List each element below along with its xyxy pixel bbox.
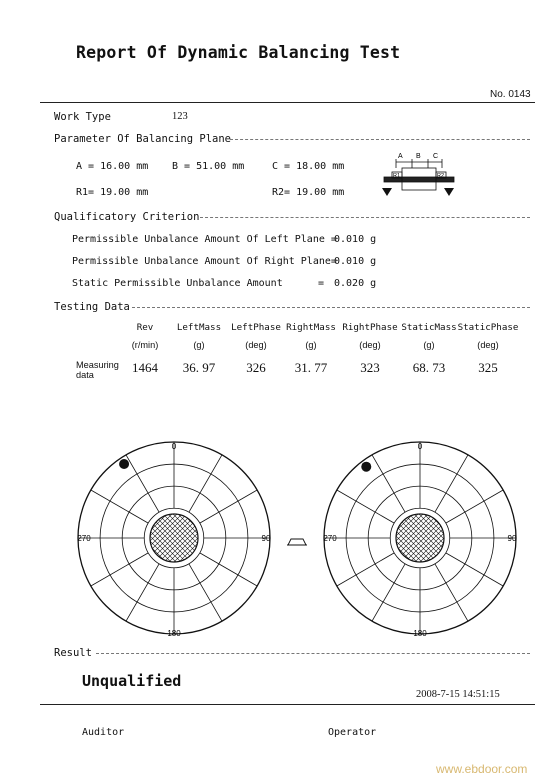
polar-right-tick-180: 180 xyxy=(413,629,427,638)
polar-left-tick-270: 270 xyxy=(77,534,91,543)
param-r2: R2= 19.00 mm xyxy=(272,187,345,198)
polar-right-tick-0: 0 xyxy=(417,442,423,451)
col-value-right-phase: 323 xyxy=(360,360,380,375)
polar-left-spoke xyxy=(126,564,159,621)
col-value-right-mass: 31. 77 xyxy=(294,360,328,375)
col-unit-right-phase: (deg) xyxy=(359,340,381,350)
header-divider xyxy=(40,102,535,103)
diagram-label-r2: R2 xyxy=(437,173,445,179)
polar-right-spoke xyxy=(435,455,468,512)
col-header-right-phase: RightPhase xyxy=(342,322,398,333)
polar-right-spoke xyxy=(337,553,394,586)
polar-right-spoke xyxy=(446,553,503,586)
right-plane-polar-plot xyxy=(316,436,526,642)
col-unit-static-phase: (deg) xyxy=(477,340,499,350)
criterion-static-value: 0.020 g xyxy=(334,278,377,289)
col-value-rev: 1464 xyxy=(132,360,158,375)
testing-heading-rule xyxy=(132,307,530,308)
testing-heading: Testing Data xyxy=(54,301,130,313)
polar-right-spoke xyxy=(446,490,503,523)
parameter-heading-rule xyxy=(230,139,530,140)
criterion-right-value: 0.010 g xyxy=(334,256,377,267)
polar-left-spoke xyxy=(200,553,257,586)
param-r1: R1= 19.00 mm xyxy=(76,187,149,198)
operator-label: Operator xyxy=(328,727,377,738)
left-plane-polar-plot xyxy=(70,436,280,642)
polar-left-spoke xyxy=(91,553,148,586)
polar-right-unbalance-marker xyxy=(361,462,371,472)
polar-right-tick-90: 90 xyxy=(507,534,517,543)
col-header-right-mass: RightMass xyxy=(286,322,336,333)
col-unit-static-mass: (g) xyxy=(423,340,435,350)
criterion-static-label: Static Permissible Unbalance Amount xyxy=(72,278,283,289)
rotor-support-diagram xyxy=(378,150,460,198)
polar-left-tick-90: 90 xyxy=(261,534,271,543)
footer-divider xyxy=(40,704,535,705)
param-b: B = 51.00 mm xyxy=(172,161,245,172)
work-type-label: Work Type xyxy=(54,111,111,123)
result-value: Unqualified xyxy=(82,672,182,690)
auditor-label: Auditor xyxy=(82,727,125,738)
polar-left-unbalance-marker xyxy=(119,459,129,469)
polar-right-spoke xyxy=(372,564,405,621)
document-number: No. 0143 xyxy=(490,89,531,100)
polar-right-tolerance-zone xyxy=(396,514,444,562)
result-heading: Result xyxy=(54,647,92,659)
polar-left-tick-180: 180 xyxy=(167,629,181,638)
col-header-rev: Rev xyxy=(136,322,154,333)
polar-right-spoke xyxy=(337,490,394,523)
col-header-static-phase: StaticPhase xyxy=(457,322,519,333)
col-value-left-mass: 36. 97 xyxy=(182,360,216,375)
param-a: A = 16.00 mm xyxy=(76,161,149,172)
polar-right-tick-270: 270 xyxy=(323,534,337,543)
criterion-heading-rule xyxy=(200,217,530,218)
result-heading-rule xyxy=(96,653,530,654)
work-type-value: 123 xyxy=(172,111,188,122)
criterion-left-value: 0.010 g xyxy=(334,234,377,245)
col-unit-right-mass: (g) xyxy=(305,340,317,350)
col-value-static-mass: 68. 73 xyxy=(412,360,446,375)
rotor-icon xyxy=(287,537,307,547)
polar-left-spoke xyxy=(189,564,222,621)
criterion-static-eq: = xyxy=(318,278,325,289)
watermark-text: www.ebdoor.com xyxy=(436,762,528,776)
polar-left-tolerance-zone xyxy=(150,514,198,562)
polar-left-spoke xyxy=(91,490,148,523)
criterion-heading: Qualificatory Criterion xyxy=(54,211,200,223)
diagram-label-b: B xyxy=(416,153,421,160)
criterion-left-label: Permissible Unbalance Amount Of Left Plane = xyxy=(72,234,337,245)
measuring-label-line2: data xyxy=(76,370,94,380)
test-datetime: 2008-7-15 14:51:15 xyxy=(416,689,500,700)
param-c: C = 18.00 mm xyxy=(272,161,345,172)
polar-left-spoke xyxy=(126,455,159,512)
diagram-label-a: A xyxy=(398,153,403,160)
col-header-left-phase: LeftPhase xyxy=(231,322,281,333)
col-unit-rev: (r/min) xyxy=(131,340,159,350)
col-value-static-phase: 325 xyxy=(478,360,498,375)
col-unit-left-mass: (g) xyxy=(193,340,205,350)
col-value-left-phase: 326 xyxy=(246,360,266,375)
col-header-static-mass: StaticMass xyxy=(401,322,457,333)
measuring-label-line1: Measuring xyxy=(76,360,119,370)
polar-left-spoke xyxy=(189,455,222,512)
parameter-heading: Parameter Of Balancing Plane xyxy=(54,133,232,145)
polar-left-tick-0: 0 xyxy=(171,442,177,451)
diagram-label-r1: R1 xyxy=(393,173,401,179)
diagram-label-c: C xyxy=(433,153,439,160)
criterion-right-label: Permissible Unbalance Amount Of Right Plane= xyxy=(72,256,337,267)
col-header-left-mass: LeftMass xyxy=(176,322,222,333)
col-unit-left-phase: (deg) xyxy=(245,340,267,350)
polar-right-spoke xyxy=(372,455,405,512)
polar-right-spoke xyxy=(435,564,468,621)
polar-left-spoke xyxy=(200,490,257,523)
report-title: Report Of Dynamic Balancing Test xyxy=(76,43,401,62)
